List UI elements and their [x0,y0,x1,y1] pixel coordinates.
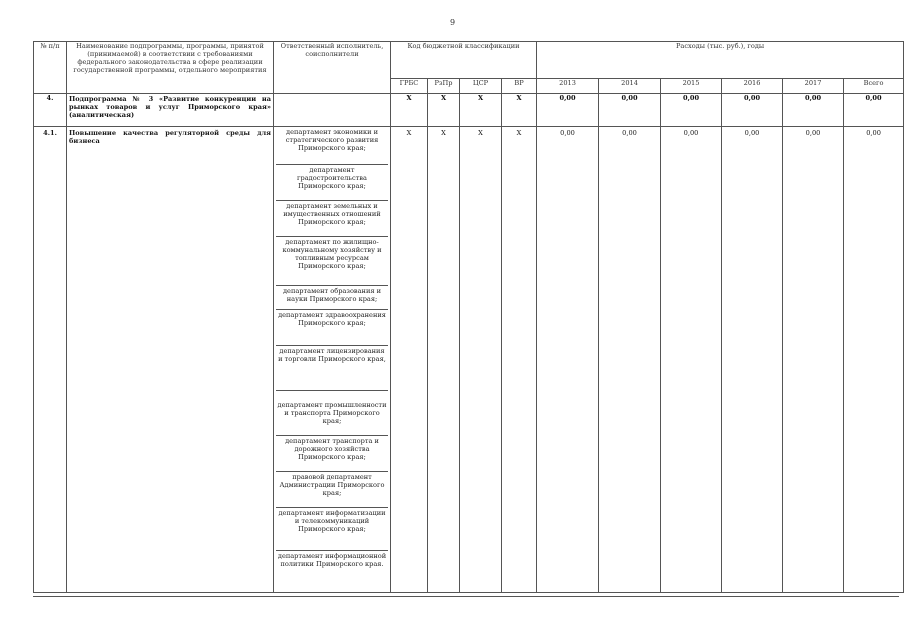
executor-item: департамент информационной политики Приморского края. [277,552,387,569]
table-bottom-border [33,596,899,597]
executor-item: департамент образования и науки Приморского края; [276,286,388,310]
header-year-2015: 2015 [661,79,722,94]
executor-item: департамент здравоохранения Приморского края; [276,310,388,346]
header-name: Наименование подпрограммы, программы, принятой (принимаемой) в соответствии с требованиями федерального законодательства в сфере реализации государственной программы, отдельного мероприятия [67,42,274,94]
row-amount-2016: 0,00 [722,94,783,127]
row-amount-2015: 0,00 [661,127,722,593]
row-code-csr: X [460,94,502,127]
row-amount-total: 0,00 [844,127,904,593]
row-number: 4.1. [34,127,67,593]
executor-item: департамент промышленности и транспорта Приморского края; [276,391,388,436]
row-amount-2013: 0,00 [537,94,599,127]
table-row [34,94,904,127]
header-row [34,42,904,79]
row-executors [274,127,391,593]
header-total: Всего [844,79,904,94]
header-executor: Ответственный исполнитель, соисполнители [274,42,391,94]
row-code-rzpr: X [428,127,460,593]
row-amount-2014: 0,00 [599,127,661,593]
header-code-rzpr: РзПр [428,79,460,94]
row-amount-2016: 0,00 [722,127,783,593]
page-number: 9 [449,18,456,27]
executor-item: департамент транспорта и дорожного хозяйства Приморского края; [276,436,388,472]
header-year-2017: 2017 [783,79,844,94]
header-expenses-group: Расходы (тыс. руб.), годы [537,42,904,79]
executor-list [276,127,388,592]
header-code-csr: ЦСР [460,79,502,94]
executor-item: правовой департамент Администрации Приморского края; [276,472,388,508]
row-amount-2013: 0,00 [537,127,599,593]
header-year-2014: 2014 [599,79,661,94]
header-year-2013: 2013 [537,79,599,94]
row-code-grbs: X [391,94,428,127]
executor-item: департамент лицензирования и торговли Приморского края, [276,346,388,391]
row-code-vr: X [502,94,537,127]
row-amount-2017: 0,00 [783,94,844,127]
row-amount-2015: 0,00 [661,94,722,127]
row-code-csr: X [460,127,502,593]
executor-item: департамент земельных и имущественных отношений Приморского края; [276,201,388,237]
row-amount-2017: 0,00 [783,127,844,593]
header-code-group: Код бюджетной классификации [391,42,537,79]
budget-table [33,41,904,593]
row-name: Повышение качества регуляторной среды для бизнеса [67,127,274,593]
table-row [34,127,904,593]
row-code-vr: X [502,127,537,593]
row-code-grbs: X [391,127,428,593]
executor-item: департамент экономики и стратегического развития Приморского края; [276,127,388,165]
header-code-vr: ВР [502,79,537,94]
row-code-rzpr: X [428,94,460,127]
executor-item: департамент информатизации и телекоммуникаций Приморского края; [276,508,388,551]
row-amount-2014: 0,00 [599,94,661,127]
row-number: 4. [34,94,67,127]
row-name: Подпрограмма № 3 «Развитие конкуренции на рынках товаров и услуг Приморского края» (аналитическая) [67,94,274,127]
header-number: № п/п [34,42,67,94]
executor-item: департамент градостроительства Приморского края; [276,165,388,201]
header-year-2016: 2016 [722,79,783,94]
executor-item: департамент по жилищно-коммунальному хозяйству и топливным ресурсам Приморского края; [276,237,388,286]
header-code-grbs: ГРБС [391,79,428,94]
row-amount-total: 0,00 [844,94,904,127]
row-executor [274,94,391,127]
